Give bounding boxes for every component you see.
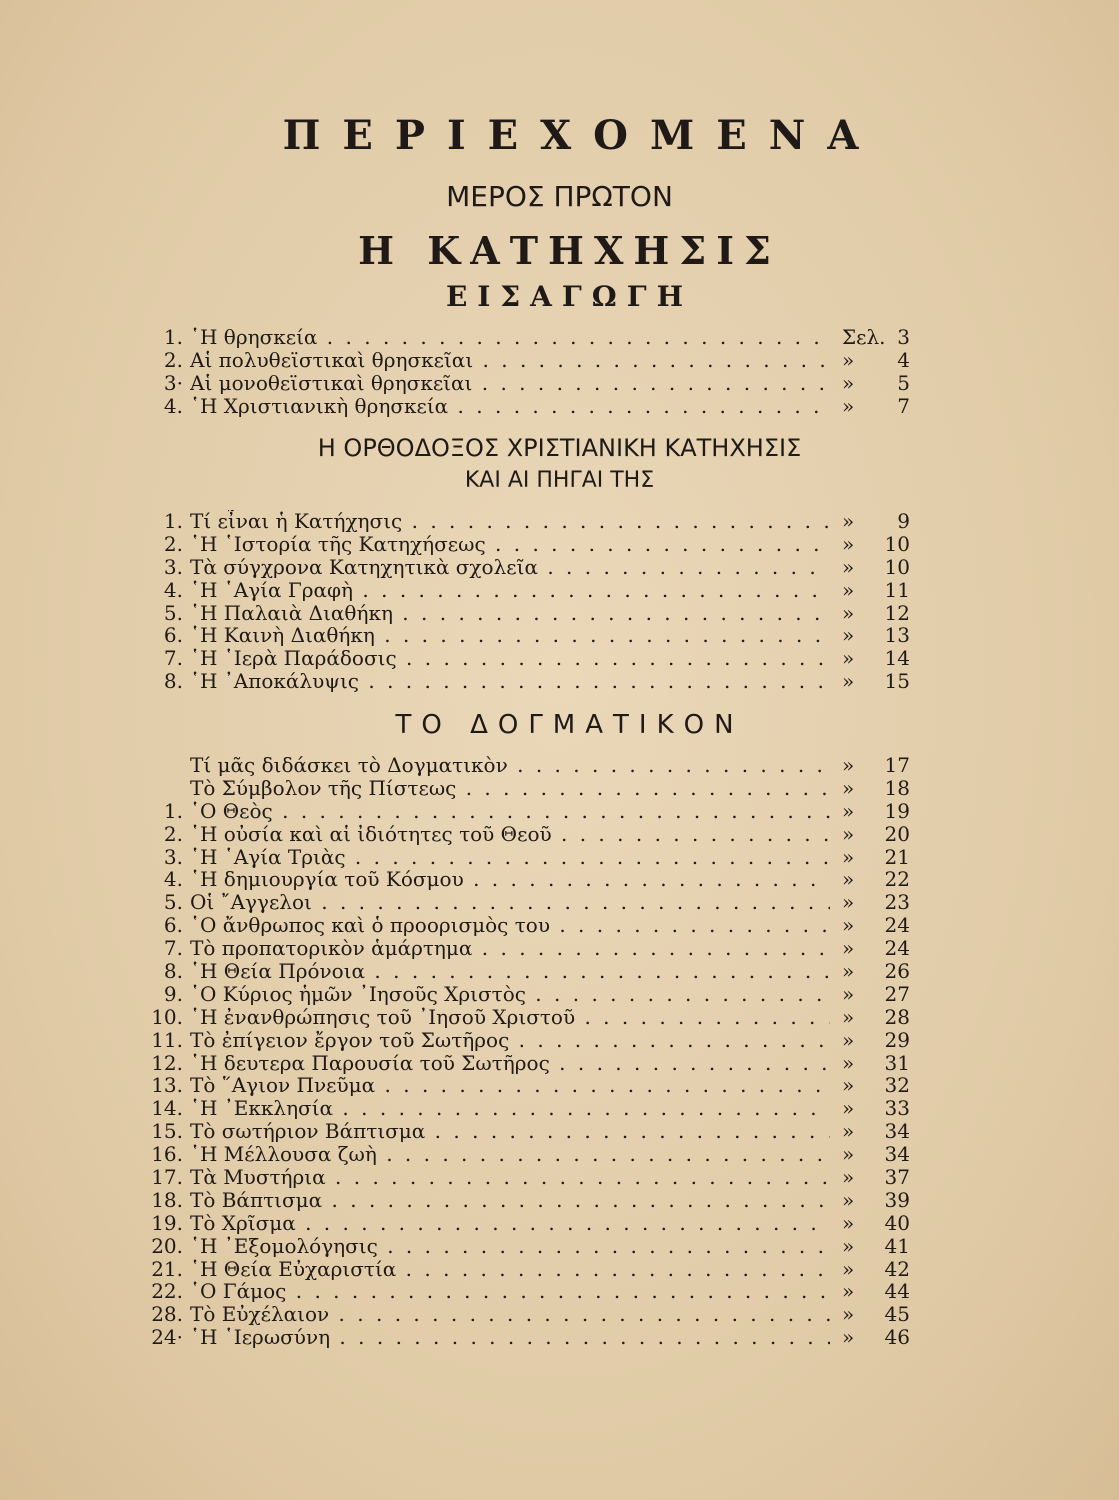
entry-title: ῾Η οὐσία καὶ αἱ ἰδιότητες τοῦ Θεοῦ . . . xyxy=(190,823,830,846)
toc-entry xyxy=(0,846,1119,869)
entry-number: 24· xyxy=(151,1325,183,1350)
entry-title: ῾Ο Κύριος ἡμῶν ᾿Ιησοῦς Χριστὸς . . . xyxy=(190,983,830,1006)
entry-page: 18 xyxy=(884,775,910,800)
entry-number: 22. xyxy=(151,1279,183,1304)
entry-number: 8. xyxy=(163,669,183,694)
entry-title: ῾Η δημιουργία τοῦ Κόσμου . . . xyxy=(190,868,830,891)
section-title-orthodoxos: Η ΟΡΘΟΔΟΞΟΣ ΧΡΙΣΤΙΑΝΙΚΗ ΚΑΤΗΧΗΣΙΣ xyxy=(317,434,802,462)
entry-title: Τί εἶναι ἡ Κατήχησις . . . xyxy=(190,510,830,533)
toc-entry xyxy=(0,556,1119,579)
toc-entry xyxy=(0,395,1119,418)
entry-number: 4. xyxy=(163,867,183,892)
entry-mark: » xyxy=(842,669,855,694)
entry-page: 45 xyxy=(884,1302,910,1327)
entry-title: ῾Η ῾Αγία Τριὰς . . . xyxy=(190,846,830,869)
entry-mark: » xyxy=(842,1073,855,1098)
entry-page: 21 xyxy=(884,844,910,869)
entry-mark: » xyxy=(842,509,855,533)
entry-title: Αἱ πολυθεϊστικαὶ θρησκεῖαι . . . xyxy=(190,349,830,372)
entry-page: 24 xyxy=(884,913,910,938)
entry-number: 19. xyxy=(151,1210,183,1235)
entry-mark: » xyxy=(842,347,855,372)
toc-entry xyxy=(0,937,1119,960)
toc-entry xyxy=(0,510,1119,533)
entry-page: 32 xyxy=(884,1073,910,1098)
entry-mark: Σελ. xyxy=(842,325,886,349)
entry-page: 28 xyxy=(884,1004,910,1029)
entry-number: 3· xyxy=(163,370,183,395)
entry-number: 5. xyxy=(163,890,183,915)
entry-title: ῾Ο Θεὸς . . . xyxy=(190,800,830,823)
entry-number: 2. xyxy=(163,531,183,556)
entry-title: ῾Η ῾Αγία Γραφὴ . . . xyxy=(190,579,830,602)
entry-mark: » xyxy=(842,959,855,984)
entry-title: Τὸ Βάπτισμα . . . xyxy=(190,1189,830,1212)
entry-mark: » xyxy=(842,531,855,556)
entry-page: 26 xyxy=(884,959,910,984)
entry-title: ῾Ο ἄνθρωπος καὶ ὁ προορισμὸς του . . . xyxy=(190,914,830,937)
entry-page: 40 xyxy=(884,1210,910,1235)
toc-entry xyxy=(0,533,1119,556)
entry-page: 31 xyxy=(884,1050,910,1075)
entry-mark: » xyxy=(842,1096,855,1121)
entry-mark: » xyxy=(842,798,855,823)
entry-number: 16. xyxy=(151,1142,183,1167)
entry-title: ῾Ο Γάμος . . . xyxy=(190,1280,830,1303)
entry-title: Τὸ σωτήριον Βάπτισμα . . . xyxy=(190,1120,830,1143)
toc-entry xyxy=(0,914,1119,937)
entry-number: 4. xyxy=(163,577,183,602)
entry-number: 8. xyxy=(163,959,183,984)
entry-page: 9 xyxy=(897,509,910,533)
toc-entry xyxy=(0,1212,1119,1235)
entry-page: 39 xyxy=(884,1187,910,1212)
toc-entry xyxy=(0,1097,1119,1120)
entry-number: 20. xyxy=(151,1233,183,1258)
entry-page: 27 xyxy=(884,981,910,1006)
entry-page: 14 xyxy=(884,646,910,671)
entry-title: ῾Η ᾿Εξομολόγησις . . . xyxy=(190,1235,830,1258)
entry-mark: » xyxy=(842,1142,855,1167)
entry-mark: » xyxy=(842,577,855,602)
toc-entry xyxy=(0,349,1119,372)
entry-mark: » xyxy=(842,393,855,418)
entry-mark: » xyxy=(842,1210,855,1235)
toc-entry xyxy=(0,891,1119,914)
entry-page: 11 xyxy=(884,577,910,602)
toc-entry xyxy=(0,647,1119,670)
entry-title: ῾Η Καινὴ Διαθήκη . . . xyxy=(190,624,830,647)
entry-title: ῾Η θρησκεία . . . xyxy=(190,326,830,349)
entry-number: 2. xyxy=(163,821,183,846)
entry-mark: » xyxy=(842,1187,855,1212)
entry-page: 15 xyxy=(884,669,910,694)
toc-entry xyxy=(0,1189,1119,1212)
entry-title: Οἱ ῎Αγγελοι . . . xyxy=(190,891,830,914)
entry-title: ῾Η ῾Ιερὰ Παράδοσις . . . xyxy=(190,647,830,670)
entry-page: 37 xyxy=(884,1165,910,1190)
entry-number: 1. xyxy=(163,509,183,533)
entry-title: Τὸ Χρῖσμα . . . xyxy=(190,1212,830,1235)
entry-title: ῾Η Θεία Εὐχαριστία . . . xyxy=(190,1258,830,1281)
toc-entry xyxy=(0,579,1119,602)
entry-title: Αἱ μονοθεϊστικαὶ θρησκεῖαι . . . xyxy=(190,372,830,395)
part-title: ΜΕΡΟΣ ΠΡΩΤΟΝ xyxy=(446,180,673,213)
entry-page: 29 xyxy=(884,1027,910,1052)
entry-mark: » xyxy=(842,867,855,892)
entry-number: 9. xyxy=(163,981,183,1006)
entry-mark: » xyxy=(842,1325,855,1350)
section-title-eisagogi: ΕΙΣΑΓΩΓΗ xyxy=(445,280,694,313)
entry-title: ῾Η Μέλλουσα ζωὴ . . . xyxy=(190,1143,830,1166)
entry-title: Τὸ ἐπίγειον ἔργον τοῦ Σωτῆρος . . . xyxy=(190,1029,830,1052)
entry-title: ῾Η Θεία Πρόνοια . . . xyxy=(190,960,830,983)
entry-number: 3. xyxy=(163,554,183,579)
entry-page: 24 xyxy=(884,936,910,961)
entry-page: 7 xyxy=(897,393,910,418)
entry-title: Τὸ προπατορικὸν ἁμάρτημα . . . xyxy=(190,937,830,960)
toc-entry xyxy=(0,983,1119,1006)
toc-entry xyxy=(0,1074,1119,1097)
section-title-pigai: ΚΑΙ ΑΙ ΠΗΓΑΙ ΤΗΣ xyxy=(464,468,655,493)
toc-section-1 xyxy=(0,326,1119,418)
entry-number: 17. xyxy=(151,1165,183,1190)
entry-mark: » xyxy=(842,1119,855,1144)
entry-title: Τὰ Μυστήρια . . . xyxy=(190,1166,830,1189)
entry-number: 14. xyxy=(151,1096,183,1121)
entry-number: 1. xyxy=(163,798,183,823)
entry-number: 5. xyxy=(163,600,183,625)
entry-page: 23 xyxy=(884,890,910,915)
toc-section-3 xyxy=(0,754,1119,1349)
entry-page: 34 xyxy=(884,1119,910,1144)
toc-entry xyxy=(0,1143,1119,1166)
entry-title: ῾Η ῾Ιερωσύνη . . . xyxy=(190,1326,830,1349)
entry-page: 19 xyxy=(884,798,910,823)
entry-page: 3 xyxy=(897,325,910,349)
entry-number: 7. xyxy=(163,936,183,961)
toc-entry xyxy=(0,1280,1119,1303)
entry-number: 6. xyxy=(163,623,183,648)
entry-page: 5 xyxy=(897,370,910,395)
toc-entry xyxy=(0,960,1119,983)
entry-title: ῾Η Χριστιανικὴ θρησκεία . . . xyxy=(190,395,830,418)
entry-page: 42 xyxy=(884,1256,910,1281)
entry-page: 13 xyxy=(884,623,910,648)
toc-entry xyxy=(0,372,1119,395)
entry-title: Τὸ ῞Αγιον Πνεῦμα . . . xyxy=(190,1074,830,1097)
entry-mark: » xyxy=(842,981,855,1006)
entry-mark: » xyxy=(842,1004,855,1029)
toc-entry xyxy=(0,1052,1119,1075)
entry-page: 22 xyxy=(884,867,910,892)
entry-page: 44 xyxy=(884,1279,910,1304)
entry-number: 28. xyxy=(151,1302,183,1327)
toc-entry xyxy=(0,800,1119,823)
entry-number: 3. xyxy=(163,844,183,869)
entry-number: 12. xyxy=(151,1050,183,1075)
entry-title: ῾Η ἐνανθρώπησις τοῦ ᾿Ιησοῦ Χριστοῦ . . . xyxy=(190,1006,830,1029)
entry-mark: » xyxy=(842,554,855,579)
entry-mark: » xyxy=(842,1302,855,1327)
entry-number: 10. xyxy=(151,1004,183,1029)
entry-number: 2. xyxy=(163,347,183,372)
toc-entry xyxy=(0,868,1119,891)
entry-mark: » xyxy=(842,775,855,800)
entry-mark: » xyxy=(842,844,855,869)
entry-mark: » xyxy=(842,890,855,915)
entry-title: ῾Η δευτερα Παρουσία τοῦ Σωτῆρος . . . xyxy=(190,1052,830,1075)
entry-title: ῾Η ᾿Αποκάλυψις . . . xyxy=(190,670,830,693)
entry-mark: » xyxy=(842,370,855,395)
entry-page: 46 xyxy=(884,1325,910,1350)
toc-entry xyxy=(0,823,1119,846)
entry-mark: » xyxy=(842,1165,855,1190)
entry-mark: » xyxy=(842,1256,855,1281)
toc-entry xyxy=(0,754,1119,777)
toc-entry xyxy=(0,326,1119,349)
entry-page: 20 xyxy=(884,821,910,846)
toc-entry xyxy=(0,670,1119,693)
entry-number: 18. xyxy=(151,1187,183,1212)
entry-number: 21. xyxy=(151,1256,183,1281)
entry-mark: » xyxy=(842,1050,855,1075)
entry-page: 33 xyxy=(884,1096,910,1121)
entry-title: ῾Η ᾿Εκκλησία . . . xyxy=(190,1097,830,1120)
entry-page: 10 xyxy=(884,554,910,579)
toc-entry xyxy=(0,1029,1119,1052)
toc-entry xyxy=(0,602,1119,625)
toc-entry xyxy=(0,1006,1119,1029)
toc-entry xyxy=(0,1303,1119,1326)
entry-number: 15. xyxy=(151,1119,183,1144)
toc-section-2 xyxy=(0,510,1119,693)
entry-title: Τὸ Σύμβολον τῆς Πίστεως . . . xyxy=(190,777,830,800)
entry-number: 11. xyxy=(151,1027,183,1052)
entry-title: Τί μᾶς διδάσκει τὸ Δογματικὸν . . . xyxy=(190,754,830,777)
entry-page: 12 xyxy=(884,600,910,625)
entry-mark: » xyxy=(842,1279,855,1304)
entry-title: ῾Η Παλαιὰ Διαθήκη . . . xyxy=(190,602,830,625)
toc-entry xyxy=(0,1258,1119,1281)
toc-entry xyxy=(0,624,1119,647)
entry-page: 10 xyxy=(884,531,910,556)
entry-mark: » xyxy=(842,936,855,961)
entry-number: 1. xyxy=(163,325,183,349)
toc-entry xyxy=(0,1166,1119,1189)
entry-number: 13. xyxy=(151,1073,183,1098)
entry-mark: » xyxy=(842,600,855,625)
contents-heading: ΠΕΡΙΕΧΟΜΕΝΑ xyxy=(282,112,881,159)
entry-title: Τὸ Εὐχέλαιον . . . xyxy=(190,1303,830,1326)
entry-page: 17 xyxy=(884,753,910,777)
entry-title: ῾Η ῾Ιστορία τῆς Κατηχήσεως . . . xyxy=(190,533,830,556)
entry-number: 4. xyxy=(163,393,183,418)
entry-mark: » xyxy=(842,913,855,938)
entry-page: 41 xyxy=(884,1233,910,1258)
toc-entry xyxy=(0,1326,1119,1349)
toc-entry xyxy=(0,1235,1119,1258)
entry-page: 34 xyxy=(884,1142,910,1167)
entry-mark: » xyxy=(842,646,855,671)
entry-page: 4 xyxy=(897,347,910,372)
entry-number: 6. xyxy=(163,913,183,938)
entry-mark: » xyxy=(842,1027,855,1052)
entry-title: Τὰ σύγχρονα Κατηχητικὰ σχολεῖα . . . xyxy=(190,556,830,579)
toc-entry xyxy=(0,777,1119,800)
entry-mark: » xyxy=(842,821,855,846)
section-title-dogmatikon: ΤΟ ΔΟΓΜΑΤΙΚΟΝ xyxy=(395,710,744,740)
entry-number: 7. xyxy=(163,646,183,671)
entry-mark: » xyxy=(842,623,855,648)
entry-mark: » xyxy=(842,753,855,777)
entry-mark: » xyxy=(842,1233,855,1258)
toc-entry xyxy=(0,1120,1119,1143)
main-title: Η ΚΑΤΗΧΗΣΙΣ xyxy=(358,228,781,273)
